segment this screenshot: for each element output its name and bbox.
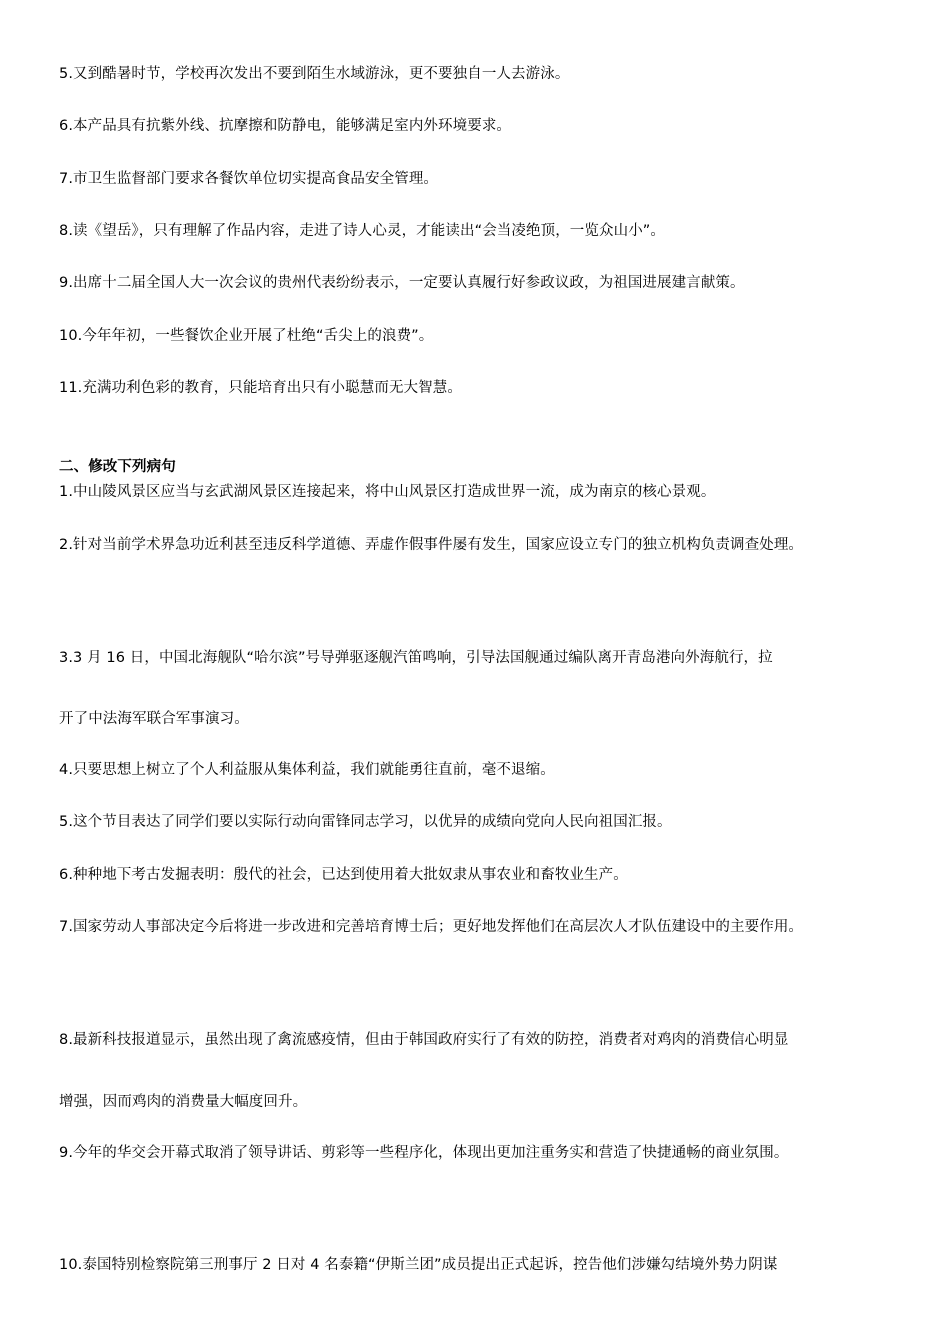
sentence-11: 11.充满功利色彩的教育，只能培育出只有小聪慧而无大智慧。 [59, 380, 462, 396]
revise-item-5: 5.这个节目表达了同学们要以实际行动向雷锋同志学习，以优异的成绩向党向人民向祖国汇报。 [59, 814, 672, 830]
revise-item-3-line-2: 开了中法海军联合军事演习。 [59, 711, 249, 727]
revise-item-4: 4.只要思想上树立了个人利益服从集体利益，我们就能勇往直前，毫不退缩。 [59, 762, 555, 778]
section-heading: 二、修改下列病句 [59, 459, 176, 475]
revise-item-1: 1.中山陵风景区应当与玄武湖风景区连接起来，将中山风景区打造成世界一流，成为南京的核心景观。 [59, 484, 716, 500]
revise-item-3-line-1: 3.3 月 16 日，中国北海舰队“哈尔滨”号导弹驱逐舰汽笛鸣响，引导法国舰通过编队离开青岛港向外海航行，拉 [59, 650, 773, 666]
revise-item-10: 10.泰国特别检察院第三刑事厅 2 日对 4 名泰籍“伊斯兰团”成员提出正式起诉，控告他们涉嫌勾结境外势力阴谋 [59, 1257, 778, 1273]
sentence-10: 10.今年年初，一些餐饮企业开展了杜绝“舌尖上的浪费”。 [59, 328, 434, 344]
sentence-5: 5.又到酷暑时节，学校再次发出不要到陌生水域游泳，更不要独自一人去游泳。 [59, 66, 570, 82]
revise-item-8-line-1: 8.最新科技报道显示，虽然出现了禽流感疫情，但由于韩国政府实行了有效的防控，消费者对鸡肉的消费信心明显 [59, 1032, 789, 1048]
sentence-9: 9.出席十二届全国人大一次会议的贵州代表纷纷表示，一定要认真履行好参政议政，为祖国进展建言献策。 [59, 275, 745, 291]
sentence-8: 8.读《望岳》，只有理解了作品内容，走进了诗人心灵，才能读出“会当凌绝顶，一览众山小”。 [59, 223, 666, 239]
sentence-6: 6.本产品具有抗紫外线、抗摩擦和防静电，能够满足室内外环境要求。 [59, 118, 512, 134]
revise-item-7: 7.国家劳动人事部决定今后将进一步改进和完善培育博士后；更好地发挥他们在高层次人才队伍建设中的主要作用。 [59, 919, 804, 935]
revise-item-8-line-2: 增强，因而鸡肉的消费量大幅度回升。 [59, 1094, 308, 1110]
revise-item-2: 2.针对当前学术界急功近利甚至违反科学道德、弄虚作假事件屡有发生，国家应设立专门的独立机构负责调查处理。 [59, 537, 804, 553]
revise-item-6: 6.种种地下考古发掘表明：殷代的社会，已达到使用着大批奴隶从事农业和畜牧业生产。 [59, 867, 628, 883]
sentence-7: 7.市卫生监督部门要求各餐饮单位切实提高食品安全管理。 [59, 171, 439, 187]
revise-item-9: 9.今年的华交会开幕式取消了领导讲话、剪彩等一些程序化，体现出更加注重务实和营造了快捷通畅的商业氛围。 [59, 1145, 789, 1161]
